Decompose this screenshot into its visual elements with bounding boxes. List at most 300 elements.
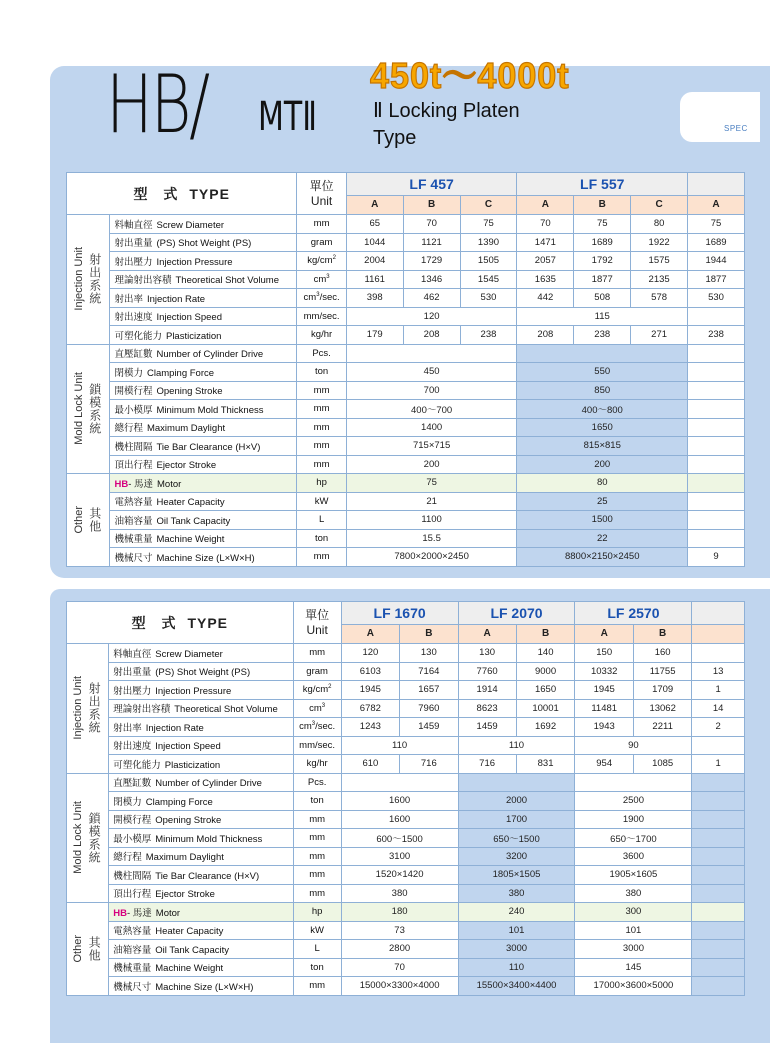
spec-value: 14 [692, 699, 745, 718]
variant-label: C [631, 195, 688, 214]
spec-unit: gram [297, 233, 346, 252]
spec-value: 716 [400, 755, 458, 774]
model-name [692, 602, 745, 625]
spec-row [67, 792, 745, 811]
spec-label-en: Plasticization [165, 330, 222, 342]
spec-value: 10001 [516, 699, 575, 718]
spec-label-en: Injection Rate [146, 293, 206, 305]
spec-value: 70 [403, 215, 460, 234]
spec-value: 130 [400, 644, 458, 663]
brand-slash: / [189, 58, 208, 151]
spec-value: 954 [575, 755, 633, 774]
model-name: LF 2070 [458, 602, 575, 625]
spec-unit: L [293, 940, 341, 959]
spec-label [109, 662, 293, 681]
spec-value: 650～1500 [458, 829, 575, 848]
spec-value: 13 [692, 662, 745, 681]
unit-superscript: 3 [316, 292, 320, 299]
variant-label: A [346, 195, 403, 214]
spec-label-en: Plasticization [164, 759, 221, 771]
hb-brand-mark: HB [113, 907, 127, 919]
group-label [69, 372, 107, 445]
spec-row [67, 977, 745, 996]
model-name: LF 557 [517, 173, 688, 196]
spec-label [109, 940, 293, 959]
spec-label-en: Clamping Force [145, 796, 213, 808]
spec-value: 22 [517, 529, 688, 548]
unit-header-en: Unit [306, 622, 328, 637]
spec-label-en: Heater Capacity [155, 926, 224, 938]
spec-label [109, 921, 293, 940]
spec-row [67, 736, 745, 755]
spec-value: 1390 [460, 233, 517, 252]
group-other [67, 903, 109, 996]
spec-label-cn: 頂出行程 [114, 460, 153, 472]
spec-value: 1121 [403, 233, 460, 252]
group-label-cn: 射出系統 [87, 253, 102, 306]
spec-value: 7760 [458, 662, 516, 681]
spec-row [67, 381, 745, 400]
model-name: LF 2570 [575, 602, 692, 625]
spec-label-en: Screw Diameter [156, 219, 225, 231]
spec-row [67, 474, 745, 493]
spec-label-en: Tie Bar Clearance (H×V) [156, 441, 261, 453]
spec-row [67, 829, 745, 848]
spec-value: 180 [341, 903, 458, 922]
spec-label-cn: 理論射出容積 [113, 704, 171, 716]
spec-unit: kW [297, 492, 346, 511]
spec-label-cn: 總行程 [114, 423, 143, 435]
spec-label [109, 847, 293, 866]
variant-label: A [688, 195, 745, 214]
spec-value: 101 [458, 921, 575, 940]
spec-value: 1944 [688, 252, 745, 271]
spec-value [692, 736, 745, 755]
spec-row [67, 344, 745, 363]
spec-label-en: Injection Pressure [156, 256, 233, 268]
spec-label-cn: 開模行程 [113, 815, 152, 827]
unit-superscript: 3 [311, 721, 316, 728]
spec-value [688, 418, 745, 437]
spec-value: 380 [341, 884, 458, 903]
spec-label-en: Oil Tank Capacity [155, 944, 229, 956]
spec-unit: mm [293, 866, 341, 885]
header-row-models [67, 173, 745, 196]
spec-value [692, 921, 745, 940]
spec-value: 400～700 [346, 400, 517, 419]
spec-value: 850 [517, 381, 688, 400]
spec-value: 600～1500 [341, 829, 458, 848]
type-header-en: TYPE [189, 185, 230, 202]
spec-value: 140 [516, 644, 575, 663]
brand-text: HB [106, 58, 190, 151]
variant-label: C [460, 195, 517, 214]
type-header [67, 602, 294, 644]
spec-unit: $kg/cm^2$ [297, 252, 346, 271]
spec-value [692, 829, 745, 848]
spec-label-en: Oil Tank Capacity [156, 515, 231, 527]
spec-label-cn: 理論射出容積 [114, 275, 172, 287]
spec-value: 15000×3300×4000 [341, 977, 458, 996]
spec-label [109, 977, 293, 996]
unit-header [293, 602, 341, 644]
spec-value: 1100 [346, 511, 517, 530]
spec-value: 179 [346, 326, 403, 345]
spec-label [110, 418, 297, 437]
group-label [69, 506, 107, 534]
spec-value: 3000 [458, 940, 575, 959]
spec-unit: mm [293, 810, 341, 829]
spec-value [692, 977, 745, 996]
spec-value: 200 [517, 455, 688, 474]
spec-value: 1905×1605 [575, 866, 692, 885]
spec-value: 9000 [516, 662, 575, 681]
spec-label-cn: 射出重量 [113, 667, 152, 679]
spec-value: 150 [575, 644, 633, 663]
spec-value: 65 [346, 215, 403, 234]
spec-unit: kg/hr [293, 755, 341, 774]
spec-value: 80 [631, 215, 688, 234]
spec-label-cn: 機械重量 [114, 534, 153, 546]
spec-value: 1600 [341, 810, 458, 829]
spec-label-cn: 總行程 [113, 852, 142, 864]
spec-row [67, 718, 745, 737]
model-name [688, 173, 745, 196]
spec-label-cn: 最小模厚 [113, 833, 152, 845]
spec-row [67, 233, 745, 252]
spec-label-cn: 機械重量 [113, 963, 152, 975]
type-header [67, 173, 297, 215]
spec-unit: mm [293, 847, 341, 866]
spec-value: 17000×3600×5000 [575, 977, 692, 996]
spec-value: 110 [458, 736, 575, 755]
spec-value [692, 792, 745, 811]
group-mold [67, 773, 109, 903]
spec-value [688, 492, 745, 511]
spec-value: 9 [688, 548, 745, 567]
spec-label [110, 492, 297, 511]
spec-row [67, 455, 745, 474]
spec-value: 1044 [346, 233, 403, 252]
spec-value [688, 307, 745, 326]
spec-unit: ton [297, 363, 346, 382]
spec-label-cn: - 馬達 [126, 907, 152, 919]
spec-value: 130 [458, 644, 516, 663]
spec-label-en: Opening Stroke [155, 815, 222, 827]
spec-row [67, 644, 745, 663]
spec-value [692, 810, 745, 829]
spec-value: 110 [458, 958, 575, 977]
spec-label-en: Screw Diameter [155, 648, 223, 660]
spec-value [688, 511, 745, 530]
spec-label [110, 289, 297, 308]
spec-label-cn: 機械尺寸 [114, 552, 153, 564]
spec-value [688, 363, 745, 382]
spec-unit: mm [293, 977, 341, 996]
spec-value: 700 [346, 381, 517, 400]
spec-label [110, 400, 297, 419]
spec-value: 1650 [516, 681, 575, 700]
spec-tab-label: SPEC [724, 124, 748, 133]
spec-unit: $cm^3$ [297, 270, 346, 289]
spec-value: 160 [633, 644, 691, 663]
spec-row [67, 921, 745, 940]
spec-value [341, 773, 458, 792]
spec-value: 7800×2000×2450 [346, 548, 517, 567]
spec-row [67, 773, 745, 792]
spec-unit: ton [293, 792, 341, 811]
spec-row [67, 326, 745, 345]
spec-value: 1922 [631, 233, 688, 252]
spec-value: 15500×3400×4400 [458, 977, 575, 996]
group-label [69, 676, 106, 740]
spec-label-cn: 頂出行程 [113, 889, 152, 901]
spec-unit: mm [297, 437, 346, 456]
model-name: LF 457 [346, 173, 517, 196]
spec-value [688, 344, 745, 363]
spec-label-en: Clamping Force [146, 367, 215, 379]
spec-label-en: Ejector Stroke [155, 889, 215, 901]
spec-label [109, 958, 293, 977]
spec-unit: ton [293, 958, 341, 977]
spec-label [110, 307, 297, 326]
spec-value: 6782 [341, 699, 399, 718]
spec-value: 75 [460, 215, 517, 234]
spec-label [109, 755, 293, 774]
spec-value: 75 [688, 215, 745, 234]
spec-value: 610 [341, 755, 399, 774]
spec-row [67, 215, 745, 234]
spec-label [109, 792, 293, 811]
spec-value: 300 [575, 903, 692, 922]
spec-label [110, 474, 297, 493]
spec-label-cn: 可塑化能力 [113, 759, 161, 771]
spec-label [110, 252, 297, 271]
spec-label [110, 270, 297, 289]
spec-value: 3200 [458, 847, 575, 866]
spec-label [109, 773, 293, 792]
spec-label-en: Number of Cylinder Drive [156, 349, 264, 361]
spec-label-cn: 機械尺寸 [113, 981, 152, 993]
spec-label-cn: 油箱容量 [113, 944, 152, 956]
series-title: MTⅡ [258, 94, 317, 140]
unit-superscript: 2 [328, 684, 332, 691]
unit-header-en: Unit [310, 193, 333, 208]
spec-label [109, 810, 293, 829]
hb-brand-mark: HB [114, 478, 129, 490]
spec-value: 208 [517, 326, 574, 345]
spec-value: 442 [517, 289, 574, 308]
spec-label [110, 326, 297, 345]
spec-value: 145 [575, 958, 692, 977]
group-other [67, 474, 110, 567]
spec-value: 1505 [460, 252, 517, 271]
spec-value: 1500 [517, 511, 688, 530]
model-name: LF 1670 [341, 602, 458, 625]
spec-value: 1945 [341, 681, 399, 700]
spec-row [67, 252, 745, 271]
spec-label [110, 529, 297, 548]
spec-label [110, 381, 297, 400]
spec-row [67, 866, 745, 885]
spec-value: 70 [517, 215, 574, 234]
spec-value: 1600 [341, 792, 458, 811]
spec-value: 120 [341, 644, 399, 663]
spec-value [692, 958, 745, 977]
spec-value: 3000 [575, 940, 692, 959]
spec-unit: Pcs. [293, 773, 341, 792]
spec-value [688, 437, 745, 456]
spec-value: 1692 [516, 718, 575, 737]
spec-unit: gram [293, 662, 341, 681]
spec-value: 715×715 [346, 437, 517, 456]
spec-row [67, 958, 745, 977]
spec-row [67, 289, 745, 308]
spec-value: 1805×1505 [458, 866, 575, 885]
unit-header-cn: 單位 [305, 607, 330, 622]
spec-value: 70 [341, 958, 458, 977]
spec-tab [680, 92, 760, 142]
spec-row [67, 270, 745, 289]
spec-label-cn: 機柱間隔 [113, 870, 152, 882]
group-label-en: Injection Unit [72, 247, 85, 312]
spec-label-en: Number of Cylinder Drive [155, 778, 262, 790]
spec-value: 1945 [575, 681, 633, 700]
spec-value: 1459 [400, 718, 458, 737]
spec-unit: mm/sec. [297, 307, 346, 326]
spec-label-en: Ejector Stroke [156, 460, 217, 472]
spec-value: 1471 [517, 233, 574, 252]
spec-value: 530 [460, 289, 517, 308]
spec-value: 3600 [575, 847, 692, 866]
type-header-cn: 型 式 [133, 185, 184, 202]
spec-value: 716 [458, 755, 516, 774]
spec-value: 75 [346, 474, 517, 493]
spec-label-cn: 閉模力 [113, 796, 142, 808]
spec-value: 1459 [458, 718, 516, 737]
spec-unit: $kg/cm^2$ [293, 681, 341, 700]
spec-value: 238 [460, 326, 517, 345]
spec-label-cn: 料軸直徑 [114, 219, 153, 231]
spec-label-cn: 射出壓力 [113, 685, 152, 697]
spec-label-cn: 電熱容量 [114, 497, 153, 509]
spec-label-en: Maximum Daylight [145, 852, 224, 864]
spec-value: 650～1700 [575, 829, 692, 848]
unit-superscript: 3 [326, 273, 330, 280]
spec-value [692, 884, 745, 903]
header-row-models [67, 602, 745, 625]
spec-value: 1243 [341, 718, 399, 737]
spec-label-en: Machine Size (L×W×H) [155, 981, 254, 993]
tonnage-range: 450t～4000t [370, 55, 570, 96]
group-injection [67, 644, 109, 774]
spec-unit: hp [297, 474, 346, 493]
spec-row [67, 437, 745, 456]
spec-label-en: Theoretical Shot Volume [174, 704, 278, 716]
spec-label [110, 511, 297, 530]
spec-label-en: Injection Pressure [155, 685, 232, 697]
spec-label-cn: 射出重量 [114, 238, 153, 250]
spec-value: 1575 [631, 252, 688, 271]
spec-value: 2500 [575, 792, 692, 811]
spec-value [688, 400, 745, 419]
spec-value: 13062 [633, 699, 691, 718]
spec-row [67, 307, 745, 326]
spec-unit: mm [293, 829, 341, 848]
spec-unit: mm [293, 884, 341, 903]
spec-label [109, 903, 293, 922]
subtitle-line2: Type [373, 127, 417, 149]
spec-row [67, 847, 745, 866]
spec-value: 1709 [633, 681, 691, 700]
spec-label-en: Machine Weight [155, 963, 224, 975]
spec-value: 1900 [575, 810, 692, 829]
spec-label-cn: 射出率 [114, 293, 143, 305]
spec-value: 7960 [400, 699, 458, 718]
spec-row [67, 548, 745, 567]
spec-label [110, 344, 297, 363]
spec-unit: $cm^3/\sec$. [293, 718, 341, 737]
spec-value: 2004 [346, 252, 403, 271]
spec-label-en: Minimum Mold Thickness [155, 833, 263, 845]
spec-value: 550 [517, 363, 688, 382]
spec-value: 1161 [346, 270, 403, 289]
spec-value: 450 [346, 363, 517, 382]
spec-value [688, 381, 745, 400]
spec-label-cn: 可塑化能力 [114, 330, 162, 342]
spec-label-cn: 射出率 [113, 722, 142, 734]
unit-superscript: 3 [321, 702, 326, 709]
spec-label-en: Maximum Daylight [146, 423, 226, 435]
spec-value [688, 474, 745, 493]
spec-table-2 [66, 601, 745, 996]
spec-unit: $cm^3/\sec$. [297, 289, 346, 308]
group-label-en: Mold Lock Unit [72, 801, 85, 875]
spec-unit: Pcs. [297, 344, 346, 363]
group-label-cn: 射出系統 [87, 682, 102, 735]
spec-label-cn: 機柱間隔 [114, 441, 153, 453]
spec-label [110, 455, 297, 474]
spec-label-cn: 最小模厚 [114, 404, 153, 416]
spec-value: 1635 [517, 270, 574, 289]
spec-label-cn: 料軸直徑 [113, 648, 152, 660]
spec-value: 2057 [517, 252, 574, 271]
spec-unit: kW [293, 921, 341, 940]
spec-value [692, 940, 745, 959]
variant-label: A [458, 624, 516, 643]
spec-row [67, 755, 745, 774]
spec-label-cn: - 馬達 [128, 478, 154, 490]
spec-value: 1792 [574, 252, 631, 271]
spec-value [692, 866, 745, 885]
spec-value: 240 [458, 903, 575, 922]
spec-value: 1400 [346, 418, 517, 437]
spec-value: 2800 [341, 940, 458, 959]
spec-unit: mm [297, 418, 346, 437]
group-label [69, 801, 106, 874]
spec-value: 10332 [575, 662, 633, 681]
spec-value: 2000 [458, 792, 575, 811]
variant-label: A [517, 195, 574, 214]
unit-superscript: 2 [332, 255, 336, 262]
spec-label-en: Motor [155, 907, 181, 919]
unit-header [297, 173, 346, 215]
spec-unit: mm [297, 400, 346, 419]
subtitle-line1: Ⅱ Locking Platen [373, 100, 520, 122]
spec-row [67, 940, 745, 959]
spec-value: 2 [692, 718, 745, 737]
spec-value: 11481 [575, 699, 633, 718]
